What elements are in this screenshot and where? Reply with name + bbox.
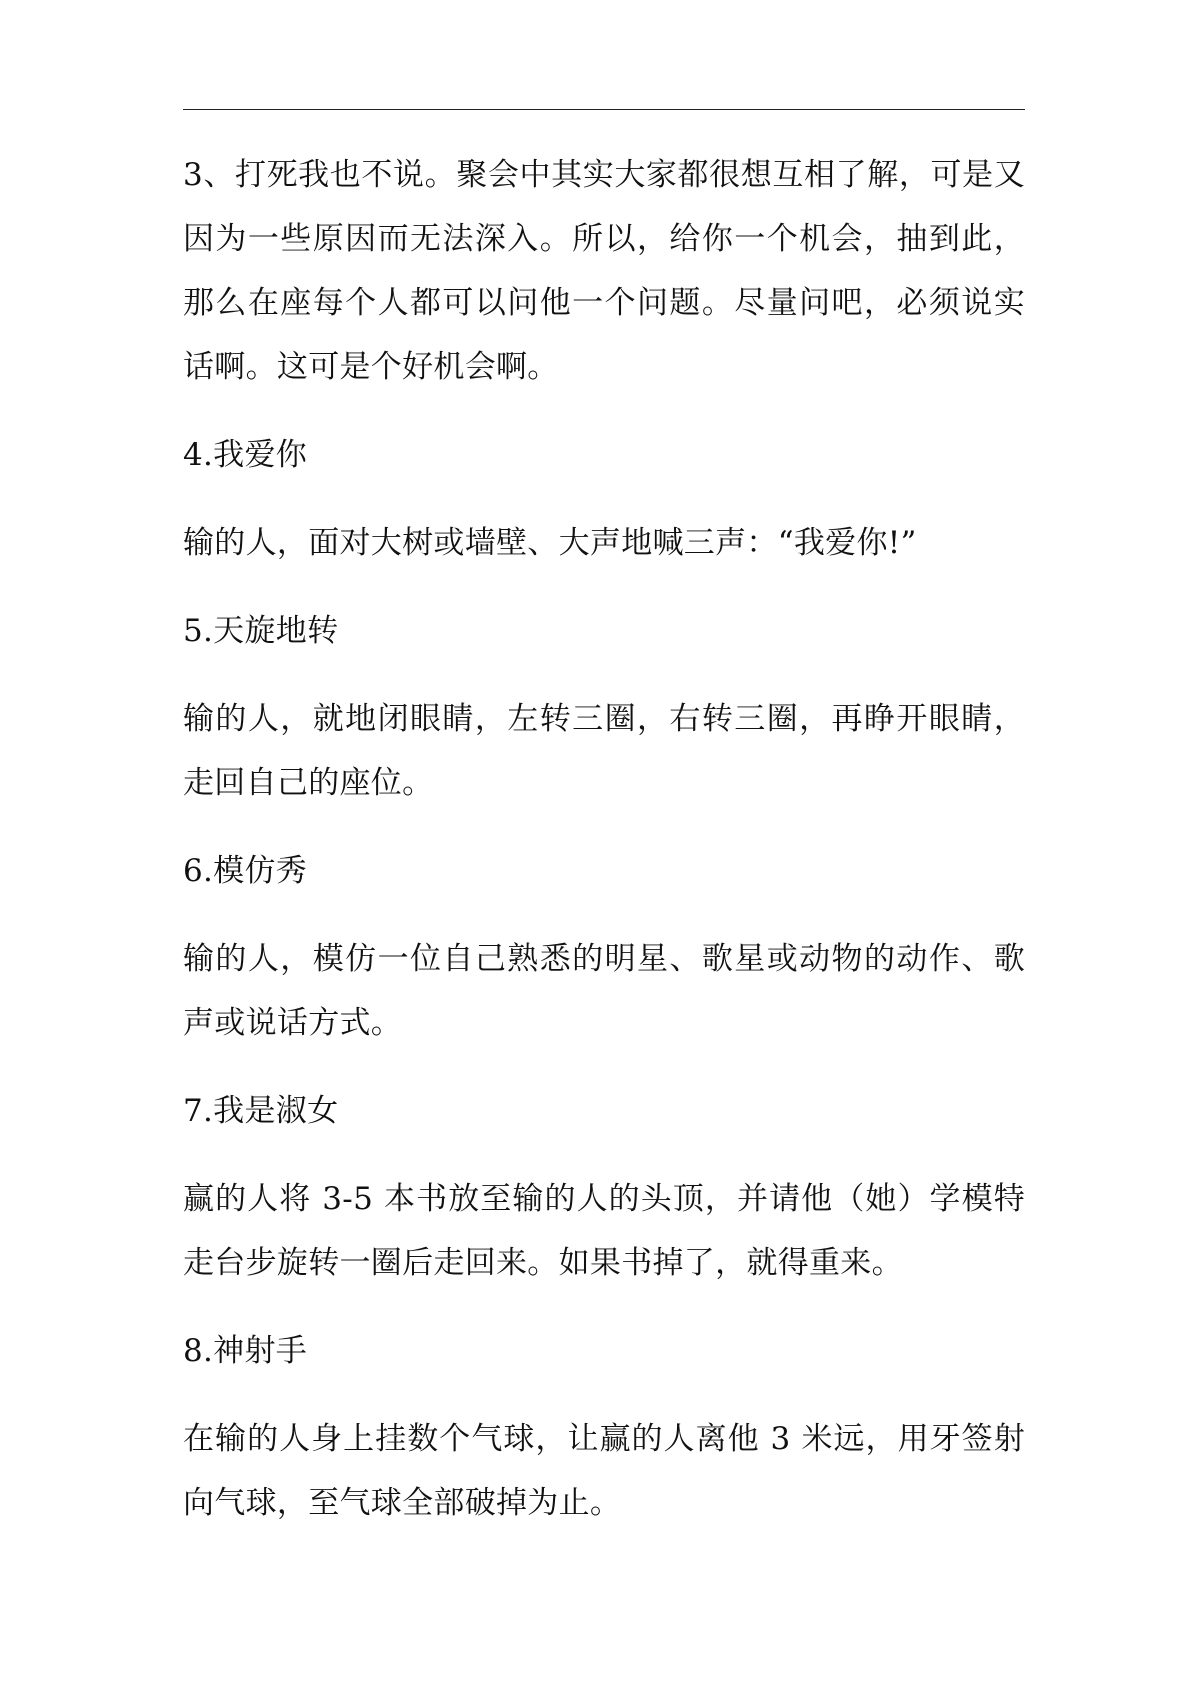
rule-7-text: 赢的人将 3-5 本书放至输的人的头顶，并请他（她）学模特走台步旋转一圈后走回来。如果书掉了，就得重来。 [183, 1181, 1025, 1281]
rule-3-text: 3、打死我也不说。聚会中其实大家都很想互相了解，可是又因为一些原因而无法深入。所以，给你一个机会，抽到此，那么在座每个人都可以问他一个问题。尽量问吧，必须说实话啊。这可是个好机会啊。 [183, 157, 1025, 385]
rule-4-text: 输的人，面对大树或墙壁、大声地喊三声：“我爱你!” [183, 525, 917, 561]
rule-5-text: 输的人，就地闭眼睛，左转三圈，右转三圈，再睁开眼睛，走回自己的座位。 [183, 701, 1025, 801]
heading-5: 5.天旋地转 [183, 613, 339, 649]
heading-7: 7.我是淑女 [183, 1093, 339, 1129]
heading-4: 4.我爱你 [183, 437, 308, 473]
rule-8-text: 在输的人身上挂数个气球，让赢的人离他 3 米远，用牙签射向气球，至气球全部破掉为止。 [183, 1421, 1025, 1521]
heading-6: 6.模仿秀 [183, 853, 308, 889]
heading-8: 8.神射手 [183, 1333, 308, 1369]
document-body [183, 143, 1025, 1559]
header-rule [183, 109, 1025, 110]
rule-6-text: 输的人，模仿一位自己熟悉的明星、歌星或动物的动作、歌声或说话方式。 [183, 941, 1025, 1041]
